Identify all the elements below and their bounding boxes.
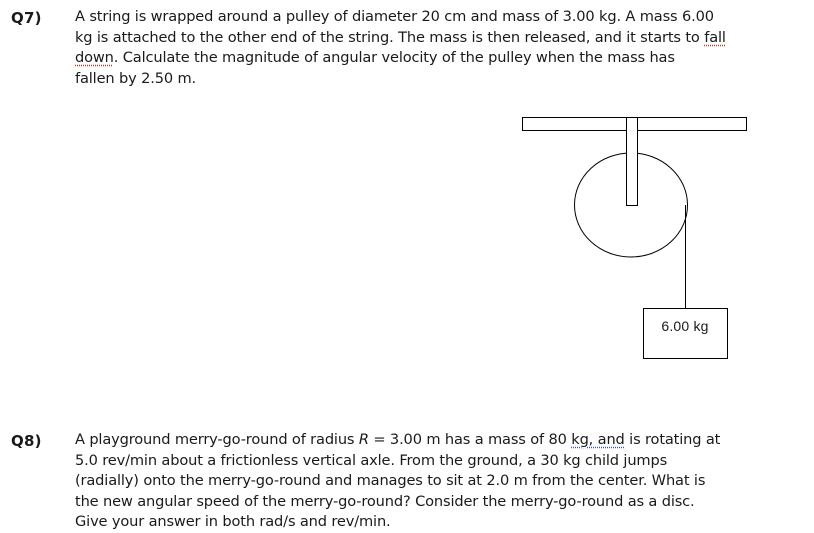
q8-line-1-b: = 3.00 m has a mass of 80: [368, 431, 572, 448]
hanging-mass-label: 6.00 kg: [661, 318, 709, 334]
q7-spell-word-fall: fall: [704, 28, 726, 46]
q7-line-4: fallen by 2.50 m.: [75, 69, 197, 87]
q8-line-1-c: is rotating at: [624, 431, 721, 448]
q8-line-1: [75, 430, 720, 451]
q8-line-4: the new angular speed of the merry-go-round? Consider the merry-go-round as a disc.: [75, 492, 695, 510]
q7-spell-word-down: down: [75, 49, 114, 66]
q8-line-3: (radially) onto the merry-go-round and manages to sit at 2.0 m from the center. What is: [75, 472, 706, 489]
q8-grammar-flag: kg, and: [571, 431, 625, 448]
q8-text: [75, 430, 720, 533]
q8-radius-symbol: R: [358, 431, 369, 448]
q7-line-2-text: kg is attached to the other end of the string. The mass is then released, and it starts to: [75, 28, 705, 46]
q8-line-5: Give your answer in both rad/s and rev/min.: [75, 513, 391, 530]
q7-line-1: A string is wrapped around a pulley of diameter 20 cm and mass of 3.00 kg. A mass 6.00: [75, 8, 714, 25]
q7-line-3-text: . Calculate the magnitude of angular velocity of the pulley when the mass has: [113, 49, 675, 66]
q8-label: Q8): [11, 432, 42, 450]
q7-label: Q7): [11, 9, 42, 27]
pulley-support-rod: [627, 118, 638, 206]
q8-line-1-a: A playground merry-go-round of radius: [75, 431, 359, 448]
q8-line-2: 5.0 rev/min about a frictionless vertical axle. From the ground, a 30 kg child jumps: [75, 451, 668, 469]
